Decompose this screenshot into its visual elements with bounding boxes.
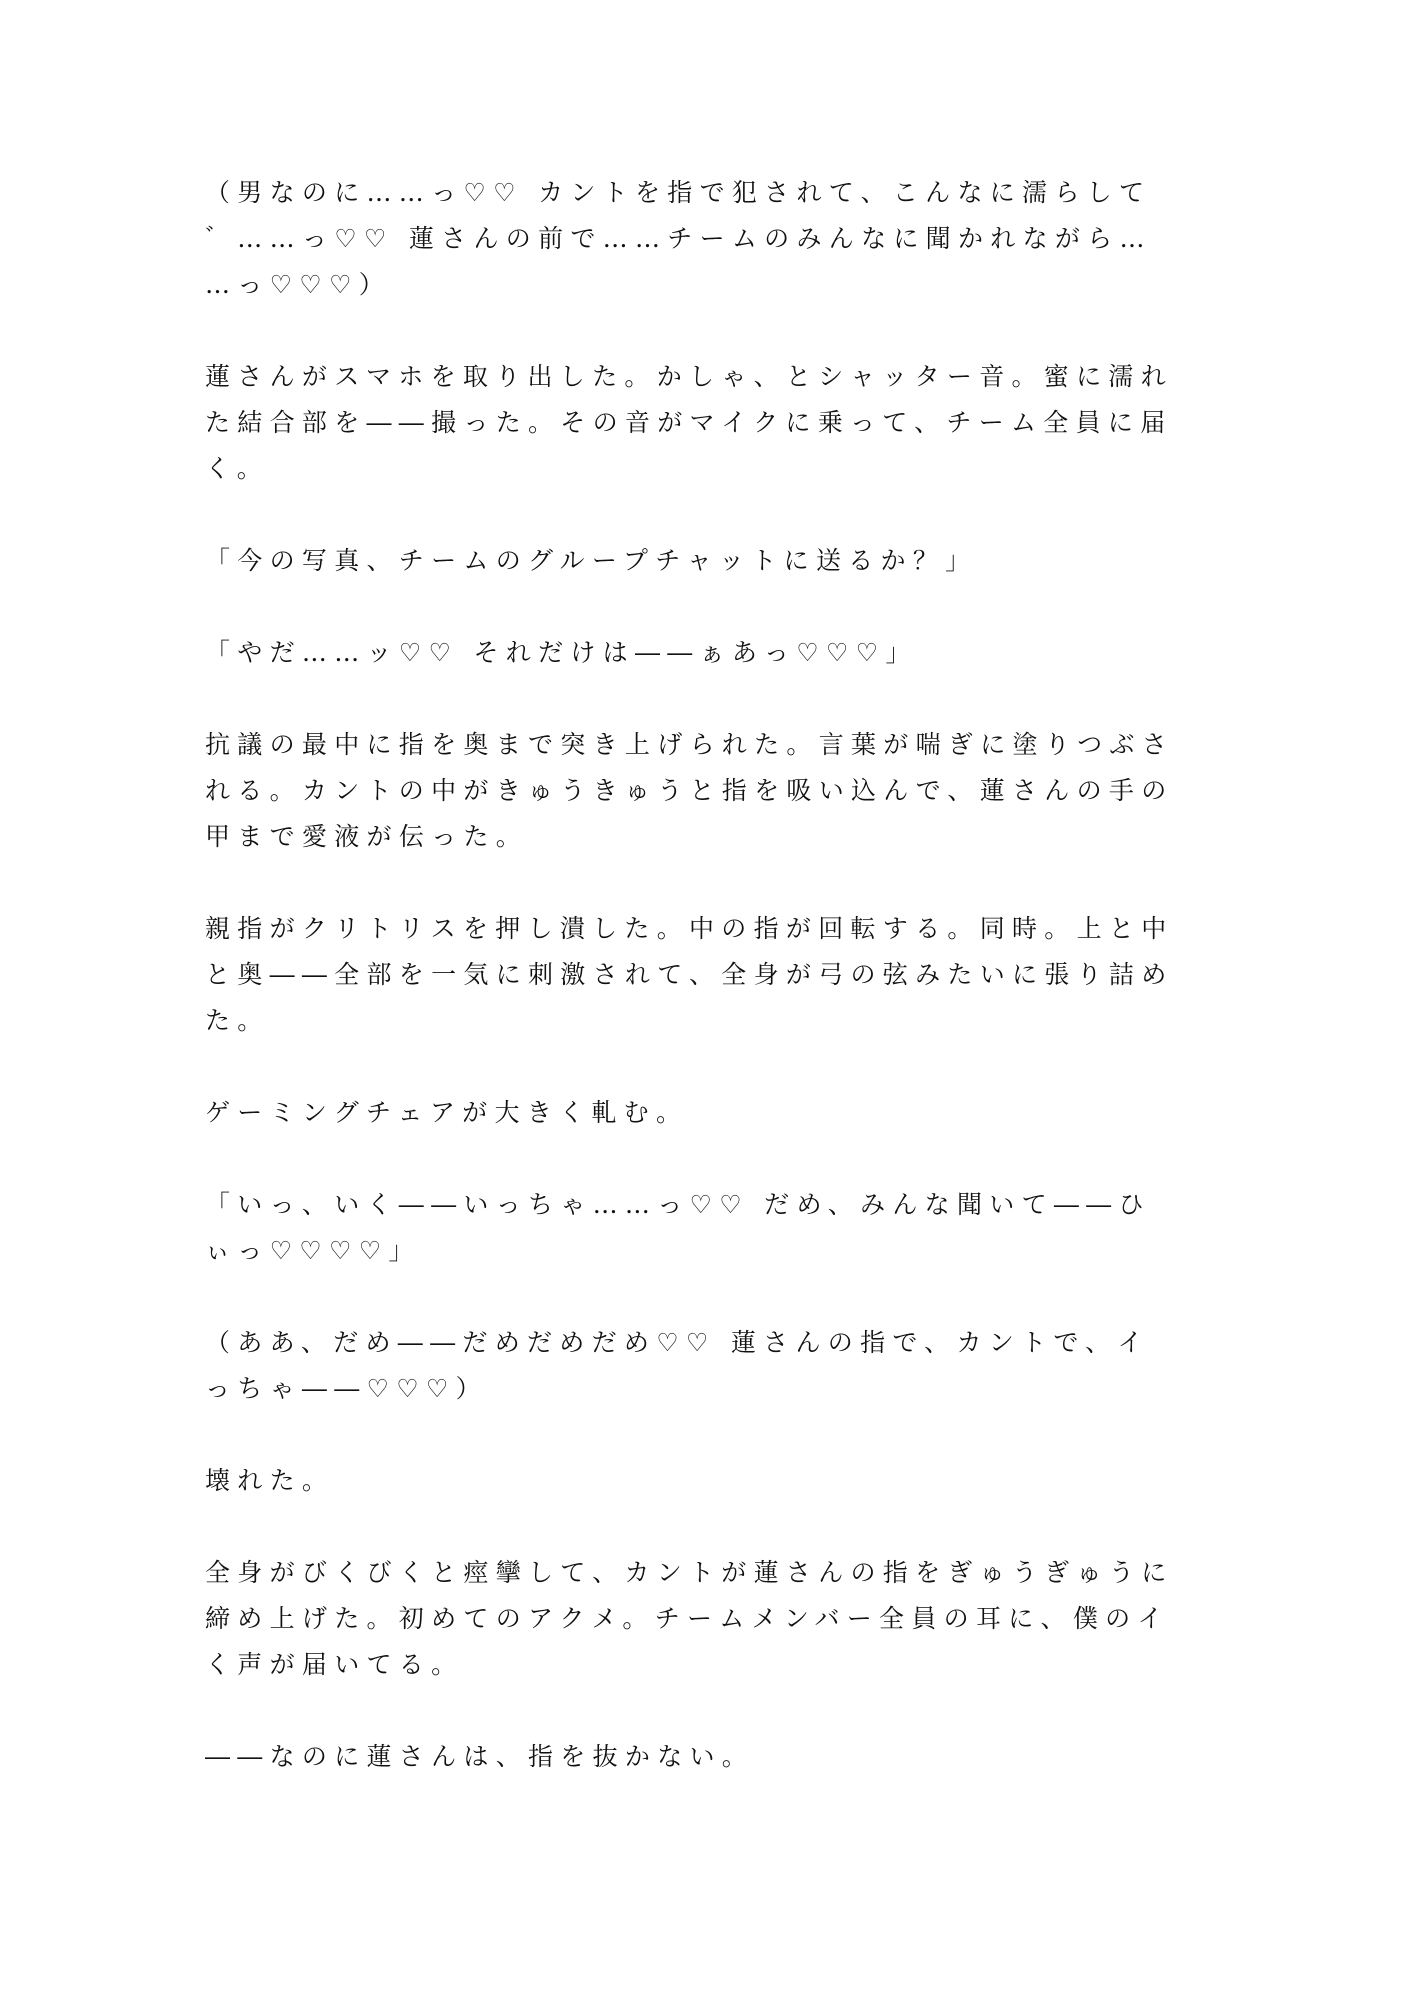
text-line: …っ♡♡♡）	[205, 270, 392, 299]
text-line: 抗議の最中に指を奥まで突き上げられた。言葉が喘ぎに塗りつぶさ	[205, 730, 1175, 759]
text-line: 蓮さんがスマホを取り出した。かしゃ、とシャッター音。蜜に濡れ	[205, 362, 1174, 391]
text-line: ――なのに蓮さんは、指を抜かない。	[205, 1742, 755, 1771]
text-line: れる。カントの中がきゅうきゅうと指を吸い込んで、蓮さんの手の	[205, 776, 1174, 805]
paragraph	[205, 906, 1205, 1044]
paragraph	[205, 1320, 1205, 1412]
text-line: ゲーミングチェアが大きく軋む。	[205, 1098, 689, 1127]
paragraph	[205, 170, 1205, 308]
text-line: 「いっ、いく――いっちゃ……っ♡♡ だめ、みんな聞いて――ひ	[205, 1190, 1151, 1219]
text-line: 「今の写真、チームのグループチャットに送るか？」	[205, 546, 978, 575]
text-line: 甲まで愛液が伝った。	[205, 822, 529, 851]
text-line: 全身がびくびくと痙攣して、カントが蓮さんの指をぎゅうぎゅうに	[205, 1558, 1174, 1587]
paragraph	[205, 1734, 1205, 1780]
text-line: 締め上げた。初めてのアクメ。チームメンバー全員の耳に、僕のイ	[205, 1604, 1170, 1633]
paragraph	[205, 1182, 1205, 1274]
text-line: （男なのに……っ♡♡ カントを指で犯されて、こんなに濡らして	[205, 178, 1152, 207]
paragraph	[205, 354, 1205, 492]
paragraph	[205, 1458, 1205, 1504]
paragraph	[205, 538, 1205, 584]
text-line: 「やだ……ッ♡♡ それだけは――ぁあっ♡♡♡」	[205, 638, 918, 667]
document-page	[205, 170, 1205, 1826]
text-line: ゛……っ♡♡ 蓮さんの前で……チームのみんなに聞かれながら…	[205, 224, 1152, 253]
text-line: 壊れた。	[205, 1466, 335, 1495]
text-line: 親指がクリトリスを押し潰した。中の指が回転する。同時。上と中	[205, 914, 1174, 943]
paragraph	[205, 630, 1205, 676]
text-line: く。	[205, 454, 270, 483]
paragraph	[205, 1550, 1205, 1688]
text-line: と奥――全部を一気に刺激されて、全身が弓の弦みたいに張り詰め	[205, 960, 1174, 989]
text-line: っちゃ――♡♡♡）	[205, 1374, 488, 1403]
text-line: （ああ、だめ――だめだめだめ♡♡ 蓮さんの指で、カントで、イ	[205, 1328, 1150, 1357]
paragraph	[205, 722, 1205, 860]
text-line: た結合部を――撮った。その音がマイクに乗って、チーム全員に届	[205, 408, 1173, 437]
text-line: く声が届いてる。	[205, 1650, 464, 1679]
text-line: ぃっ♡♡♡♡」	[205, 1236, 421, 1265]
paragraph	[205, 1090, 1205, 1136]
text-line: た。	[205, 1006, 270, 1035]
